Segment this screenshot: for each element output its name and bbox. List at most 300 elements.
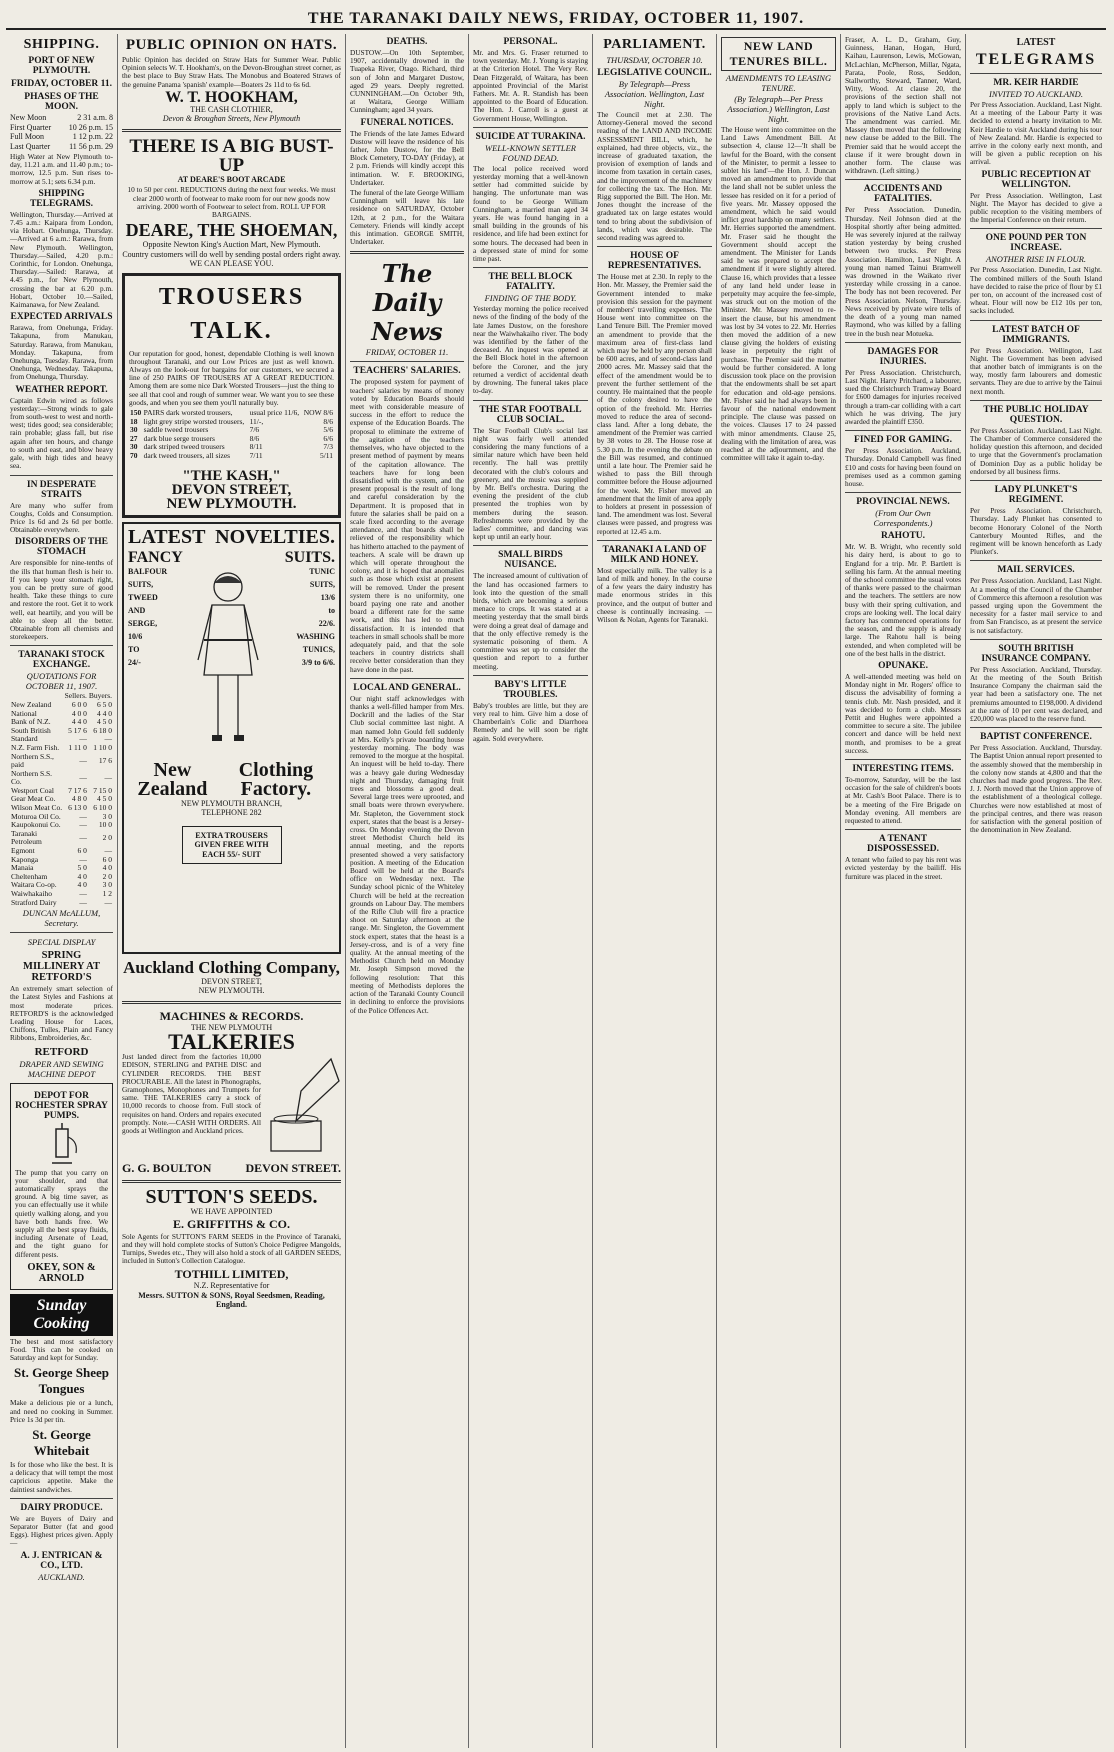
text-cell: — [79, 755, 87, 765]
text-cell: 7 17 6 [68, 785, 87, 795]
tenures-text: The House went into committee on the Land Laws Amendment Bill. At subsection 4, clause 12—'It shall be lawful for the Board, with the consent of the Minister, to permit a lessee to sublet his land'—the Hon. J. Duncan moved an amendment to provide that the land shall not be sublet unless the lessee has resided on it for a period of five years. Mr. Massey opposed the amendment, which he said would inflict great hardship on many settlers. Mr. Herries supported the amendment. Mr. Fraser said he thought the Government should accept the amendment. The Minister for Lands said he was prepared to accept the amendment if it were slightly altered. Clause 16, which provides that a lessee of any land held under lease in perpetuity may acquire the fee-simple, was struck out on the motion of the Minister. Mr. Massey moved to re-insert the clause, but his amendment was lost by 34 votes to 22. Mr. Herries then moved the addition of a new clause giving the holders of existing lease in perpetuity the right of purchase. The Premier said the matter would be further considered. A long discussion took place on the provision that the endowments shall be set apart for education and old-age pensions. Mr. Fisher said he had always been in favour of the national endowment principle. The clause was passed on the voices. Clauses 17 to 24 passed with minor amendments. Clause 25, dealing with the limitation of area, was reached at the adjournment, and the committee will take it again to-day. [721, 125, 836, 463]
text-cell: 4 0 0 [71, 708, 87, 718]
whitebait-heading: St. George Whitebait [32, 1427, 91, 1459]
dairy-name: A. J. ENTRICAN & CO., LTD. [20, 1550, 103, 1571]
text-cell: — [104, 734, 112, 744]
sunday-cooking: Sunday Cooking [10, 1294, 113, 1336]
text-cell: Northern S.S., paid [11, 751, 54, 770]
text-cell: — [79, 820, 87, 830]
text-cell: 7/3 [323, 442, 333, 452]
text-cell: Egmont [11, 846, 35, 856]
text-cell: National [11, 708, 37, 718]
text-cell: — [79, 833, 87, 843]
tothill-name: TOTHILL LIMITED, [174, 1267, 289, 1282]
text-cell: — [79, 889, 87, 898]
george-heading: St. George Sheep Tongues [14, 1365, 109, 1397]
plunket-text: Per Press Association. Christchurch, Thursday. Lady Plunket has consented to become Honorary Colonel of the North Canterbury Mounted Rifles, and the regiment will be known henceforth as Lady Plunket's. [970, 506, 1102, 557]
latest-heading: LATEST [1016, 37, 1056, 48]
kash-name: "THE KASH," [182, 467, 281, 484]
text-cell: dark blue serge trousers [143, 433, 215, 443]
suicide-text: The local police received word yesterday morning that a well-known settler had committed suicide by hanging. The unfortunate man was found to be George William Cunningham, a married man aged 34 years. He was found hanging in a small building in the grounds of his residence, and life had been extinct for some hours. The deceased had been in a depressed state of mind for some time past. [473, 163, 588, 264]
text-cell: 6 10 0 [93, 803, 112, 813]
moon-heading: PHASES OF THE MOON. [24, 92, 99, 112]
mail-text: Per Press Association. Auckland, Last Night. At a meeting of the Council of the Chamber of Commerce this afternoon a resolution was passed urging upon the Government the necessity for a faster mail service to and from San Francisco, as at present the service is not satisfactory. [970, 576, 1102, 635]
text-cell: dark striped tweed trousers [143, 442, 225, 452]
text-cell: 70 [130, 451, 138, 461]
text-cell: Northern S.S. Co. [11, 768, 53, 787]
suits-label: SUITS. [284, 548, 335, 566]
accidents-text: Per Press Association. Dunedin, Thursday. Neil Johnson died at the Hospital shortly after being admitted. He was severely injured at the railway station yesterday by being crushed between two trucks. Per Press Association. Hamilton, Last Night. A young man named Tainui Bramwell was drowned in the Waikato river yesterday while crossing in a canoe. The body has not been recovered. Per Press Association. Nelson, Thursday. News received by private wire tells of the death of a young man named Raymond, who was killed by a falling tree in the bush near Motueka. [845, 205, 961, 338]
text-cell: Wilson Meat Co. [11, 803, 63, 813]
text-cell: 6/6 [323, 433, 333, 443]
dairy-heading: DAIRY PRODUCE. [20, 1502, 103, 1513]
kash-town: NEW PLYMOUTH. [166, 495, 297, 512]
nuisance-heading: SMALL BIRDS NUISANCE. [498, 550, 563, 571]
text-cell: 1 10 0 [93, 742, 112, 752]
table-row [10, 830, 113, 847]
text-cell: 1 2 [102, 889, 112, 898]
text-cell: Stratford Dairy [11, 897, 57, 907]
table-row [129, 452, 334, 461]
text-cell: EXTRA TROUSERS GIVEN FREE WITH EACH 55/- SUIT [194, 830, 269, 859]
tenures-heading: NEW LAND TENURES BILL. [721, 37, 836, 71]
millinery-heading: SPRING MILLINERY AT RETFORD'S [23, 950, 100, 984]
text-cell: Full Moon [10, 132, 45, 141]
text-cell: Bank of N.Z. [11, 717, 51, 727]
sailings-heading: SHIPPING TELEGRAMS. [29, 188, 94, 209]
fancy-label: FANCY [128, 548, 183, 566]
text-cell: light grey stripe worsted trousers, [143, 416, 245, 426]
text-cell: 8/6 [249, 433, 260, 443]
flour-sub: ANOTHER RISE IN FLOUR. [985, 254, 1087, 265]
personal-text: Mr. and Mrs. G. Fraser returned to town yesterday. Mr. J. Young is staying at the Criterion Hotel. The Very Rev. Dean Fitzgerald, of Waitara, has been appointed Provincial of the Marist Fathers. Mr. A. R. Standish has been appointed to the Board of Education. The Hon. J. Carroll is a guest at Government House, Wellington. [473, 48, 588, 123]
text-cell: WASHING [296, 631, 335, 641]
hats-text: Public Opinion has decided on Straw Hats for Summer Wear. Public Opinion selects W. T. Hookham's, on the Devon-Broughan street corner, as the best place to Buy Straw Hats. The Monobus and Boatered Straws of the genuine Panama 'spanish' example—Boaters 2s 11d to 6s 6d. [122, 55, 341, 89]
whitebait-text: Is for those who like the best. It is a delicacy that will tempt the most capricious appetite. Make the daintiest sandwiches. [10, 1460, 113, 1494]
text-cell: — [79, 772, 87, 782]
text-cell: Moturoa Oil Co. [11, 811, 61, 821]
council-text: The Council met at 2.30. The Attorney-General moved the second reading of the LAND AND INCOME ASSESSMENT BILL, which, he explained, had three objects, viz., the increase of graduated taxation, the provision of exemption of lands and income from taxation in certain cases, and the improvement of the machinery for collecting the tax. The Hon. Mr. Rigg supported the Bill. The Hon. Mr. Jones thought the increase of the graduated tax on large estates would tend to bring about the subdivision of lands, which was desirable. The second reading was agreed to. [597, 110, 712, 243]
hats-heading: PUBLIC OPINION ON HATS. [125, 37, 338, 53]
text-cell: Taranaki Petroleum [11, 828, 42, 847]
text-cell: TUNIC [309, 566, 335, 576]
text-cell: 5/6 [323, 425, 333, 435]
text-cell: 10 0 [98, 820, 112, 830]
left-list [128, 565, 178, 755]
millinery-text: An extremely smart selection of the Latest Styles and Fashions at most moderate prices. RETFORD'S is the acknowledged Leading House for Laces, Chiffons, Tulles, Plain and Fancy Ribbons, Embroideries, &c. [10, 984, 113, 1043]
expected-heading: EXPECTED ARRIVALS [10, 312, 113, 323]
text-cell: saddle tweed trousers [143, 425, 209, 435]
text-cell: 5 0 [77, 863, 87, 873]
text-cell: 3 0 [102, 880, 112, 890]
funeral-heading: FUNERAL NOTICES. [360, 117, 454, 128]
text-cell: First Quarter [10, 122, 52, 132]
text-cell: Gear Meat Co. [11, 794, 56, 804]
pump-ad [10, 1083, 113, 1290]
column-parliament [593, 34, 717, 1748]
provincial-sub: (From Our Own Correspondents.) [873, 508, 933, 529]
parliament-date: THURSDAY, OCTOBER 10. [606, 55, 703, 65]
text-cell: to [328, 605, 335, 615]
text-cell: 7/6 [249, 425, 260, 435]
text-cell: Westport Coal [11, 785, 54, 795]
talk-text: Just landed direct from the factories 10,000 EDISON, STERLING and PATHE DISC and CYLINDER RECORDS. THE BEST PROCURABLE. All the latest in Phonographs, Gramophones, Monophones and Trumpets for same. THE TALKERIES carry a stock of 10,000 records to choose from. Full stock of requisites on hand. Orders and repairs executed promptly. Note.—CASH WITH ORDERS. All goods at Wellington and Auckland prices. [122, 1052, 261, 1135]
text-cell: PAIRS dark worsted trousers, [143, 408, 233, 418]
personal-heading: PERSONAL. [503, 37, 558, 47]
text-cell: 6 0 [77, 846, 87, 856]
paper-title: The Daily News [371, 259, 443, 347]
sunday-text: The best and most satisfactory Food. This can be cooked on Saturday and kept for Sunday. [10, 1336, 113, 1363]
strait-heading: IN DESPERATE STRAITS [26, 479, 97, 500]
table-row [10, 770, 113, 787]
text-cell: dark tweed trousers, all sizes [143, 451, 231, 461]
strait-text: Are many who suffer from Coughs, Colds and Consumption. Price 1s 6d and 2s 6d per bottle. Obtainable everywhere. [10, 500, 113, 535]
insurance-heading: SOUTH BRITISH INSURANCE COMPANY. [981, 643, 1091, 664]
text-cell: 8/6 [323, 416, 333, 426]
trousers-table [129, 409, 334, 461]
date-line: FRIDAY, OCTOBER 11. [10, 79, 112, 89]
injuries-heading: DAMAGES FOR INJURIES. [867, 346, 939, 367]
immig-heading: LATEST BATCH OF IMMIGRANTS. [992, 324, 1080, 345]
accidents-heading: ACCIDENTS AND FATALITIES. [863, 184, 943, 205]
text-cell: BALFOUR [128, 566, 168, 576]
retford-sub: DRAPER AND SEWING MACHINE DEPOT [19, 1058, 104, 1079]
text-cell: 24/- [128, 657, 141, 667]
baptist-heading: BAPTIST CONFERENCE. [980, 732, 1092, 743]
text-cell: — [79, 734, 87, 744]
text-cell: 17 6 [98, 755, 112, 765]
trousers-text: Our reputation for good, honest, dependable Clothing is well known throughout Taranaki, and our Low Prices are just as well known. Always on the look-out for bargains for our customers, we secured a line of 250 PAIRS OF TROUSERS AT A GREAT REDUCTION. Among them are some nice Dark Worsted Trousers—just the thing to see all that cool and rough of summer wear. We want you to see these goods, and when you see them you'll naturally buy. [129, 348, 334, 407]
star-text: The Star Football Club's social last night was fairly well attended considering the many functions of a similar nature which have been held recently. The hall was prettily decorated with the club's colours and greenery, and the music was supplied by Mr. Bell's orchestra. During the evening the president of the club presented the trophies won by members during the season. Refreshments were provided by the ladies' committee, and dancing was kept up until an early hour. [473, 425, 588, 542]
text-cell: 6 0 0 [71, 699, 87, 709]
provincial-heading: PROVINCIAL NEWS. [856, 497, 950, 508]
text-cell: 6 5 0 [97, 699, 112, 709]
novelties-ad [122, 522, 341, 954]
local-text: Our night staff acknowledges with thanks a well-filled hamper from Mrs. Dockrill and the ladies of the Star Club social committee last night. A man named John Gould fell suddenly at Mrs. Kelly's private boarding house yesterday morning. The body was removed to the morgue at the hospital. An inquest will be held to-day. There was a heavy gale during Wednesday night and Thursday, damaging fruit trees and blossoms a good deal. Several large trees were uprooted, and small boats were thrown everywhere. Mr. Stapleton, the Government stock expert, states that the beast is a Jersey-cross. On Monday evening the Devon street Methodist Church held its annual meeting, and the reports presented showed a very satisfactory position. A meeting of the Education Board will be held at the Board's office on Wednesday next. The Sunday school picnic of the Whiteley Church will be held at the recreation grounds on Labour Day. The members of the Rifle Club will fire a practice shoot on Saturday afternoon at the range. Mr. Singleton, the Government stock expert, states that the heast is a Jersey-cross, and is of a very fine quality. At the annual meeting of the Methodist Church held on Monday Mr. Joseph Simpson moved the following resolution: That this meeting of Methodists deplores the action of the Taranaki County Council in declining to enforce the provisions of the Police Offences Act. [350, 693, 464, 1015]
port-line: PORT OF NEW PLYMOUTH. [28, 56, 95, 76]
okey-name: OKEY, SON & ARNOLD [27, 1261, 96, 1284]
deaths-text: DUSTOW.—On 10th September, 1907, accidentally drowned in the Tuapeka River, Otago. Richard, third son of John and Margaret Dustow, aged 29 years. Deeply regretted. CUNNINGHAM.—On October 9th, at Waitara, George William Cunningham; aged 34 years. [350, 48, 464, 115]
moon-row [10, 142, 113, 152]
latest-label: LATEST [128, 525, 206, 548]
column-telegrams [966, 34, 1106, 1748]
text-cell: TUNICS, [302, 644, 335, 654]
house-text: The House met at 2.30. In reply to the Hon. Mr. Massey, the Premier said the Government intended to make provision this session for the payment of members' travelling expenses. The House went into committee on the Land Tenure Bill. The Premier moved an amendment to provide that the maximum area of first-class land which may be held by any person shall be 600 acres, and of second-class land 2000 acres. Mr. Massey said that the effect of the amendment would be to prevent the further settlement of the country. He maintained that the people of the colony desired to have the option of the freehold. Mr. Herries moved to reduce the area of second-class land. After a long debate, the amendment of the Premier was carried by 38 votes to 28. The House rose at 5.30 p.m. In the evening the debate on the Bill was resumed, and continued until a late hour. The Premier said he wished to pass the Bill through committee before the House adjourned for the week. Mr. Fisher moved an amendment that the limit of area apply to holders at present in possession of land. The amendment was lost. Several clauses were passed, and progress was reported at 12.45 a.m. [597, 272, 712, 536]
insurance-text: Per Press Association. Auckland, Thursday. At the meeting of the South British Insurance Company the chairman said the year had been a satisfactory one. The net premiums amounted to £198,000. A dividend at the rate of 10 per cent was declared, and £20,000 was placed to the reserve fund. [970, 664, 1102, 723]
text-cell: 6 18 0 [93, 725, 112, 735]
local-heading: LOCAL AND GENERAL. [353, 682, 461, 693]
dairy-town: AUCKLAND. [38, 1571, 85, 1582]
column-deaths-editorial [346, 34, 469, 1748]
auckland-heading: Auckland Clothing Company, [123, 957, 340, 977]
text-cell: 4 4 0 [71, 717, 87, 727]
weather-heading: WEATHER REPORT. [15, 384, 108, 395]
suicide-sub: WELL-KNOWN SETTLER FOUND DEAD. [485, 142, 576, 163]
opunake-text: A well-attended meeting was held on Monday night in Mr. Rogers' office to discuss the advisability of forming a tennis club. Mr. Nash presided, and it was decided to form a club. Messrs Pettit and Hughes were appointed a committee to secure a site. The jubilee concert and dance will be held next month, and promises to be a great success. [845, 671, 961, 755]
auckland-addr1: DEVON STREET, [201, 976, 262, 986]
trouble-heading: BABY'S LITTLE TROUBLES. [494, 679, 567, 700]
immig-text: Per Press Association. Wellington, Last Night. The Government has been advised that another batch of immigrants is on the way, mostly farm labourers and domestic servants. They are due to arrive by the Tainui next month. [970, 345, 1102, 396]
text-cell: 6 13 0 [68, 803, 87, 813]
deare-text: Country customers will do well by sending postal orders right away. WE CAN PLEASE YOU. [122, 249, 341, 269]
text-cell: — [104, 772, 112, 782]
mail-heading: MAIL SERVICES. [997, 565, 1075, 576]
auckland-addr2: NEW PLYMOUTH. [198, 986, 265, 996]
text-cell: Standard [11, 734, 38, 744]
bell-heading: THE BELL BLOCK FATALITY. [488, 272, 573, 293]
boy-figure-icon [178, 565, 278, 755]
text-cell: 11/-, [249, 416, 264, 426]
text-cell: Last Quarter [10, 141, 51, 151]
shipping-heading: SHIPPING. [23, 37, 100, 52]
moon-table [10, 113, 113, 151]
editorial-text: The proposed system for payment of teachers' salaries by means of money voted by Education Boards should meet with considerable measure of success in the effort to reduce the expense of the Education Boards. The proposal to eliminate the extreme of the agitation of the teachers themselves, who have objected to the present method of payment by means of the capitation allowance. The teachers have for long been dissatisfied with the system, and the present proposal is the result of long and careful consideration by the Department. It is proposed that in future the salaries shall be paid on a scale fixed according to the average attendance, and that boards shall be relieved of the responsibility which has hitherto attached to the payment of teachers. A scale will be drawn up which will operate throughout the colony, and it is hoped that anomalies such as those which exist at present will be removed. Under the present system there is no uniformity, one board paying one rate and another board a different rate for the same work, and this has led to much dissatisfaction. It is intended that teachers in small schools shall be more adequately paid, and that the sole teachers in country districts shall receive better consideration than they have done in the past. [350, 377, 464, 674]
text-cell: 8/11 [249, 442, 263, 452]
items-heading: INTERESTING ITEMS. [852, 764, 954, 775]
suicide-heading: SUICIDE AT TURAKINA. [475, 131, 586, 142]
text-cell: 10/6 [128, 631, 143, 641]
trousers-heading: TROUSERS TALK. [158, 283, 305, 344]
table-row [10, 899, 113, 908]
text-cell: 7/11 [249, 451, 263, 461]
house-heading: HOUSE OF REPRESENTATIVES. [607, 251, 702, 272]
gramophone-icon [261, 1051, 341, 1161]
holiday-heading: THE PUBLIC HOLIDAY QUESTION. [983, 404, 1089, 425]
council-heading: LEGISLATIVE COUNCIL. [597, 68, 712, 78]
spray-pump-icon [42, 1123, 82, 1167]
text-cell: 4 5 0 [97, 794, 112, 804]
column-accidents [841, 34, 966, 1748]
text-cell: 4 0 [102, 863, 112, 873]
newspaper-page [6, 4, 1106, 1748]
tenures-sub: AMENDMENTS TO LEASING TENURE. [725, 73, 832, 93]
funeral-text-2: The funeral of the late George William Cunningham will leave his late residence on SATURDAY, October 12th, at 2 p.m., for the Waitara Cemetery. Friends will kindly accept this intimation. GEORGE SMITH, Undertaker. [350, 188, 464, 247]
text-cell: 1 11 0 [68, 742, 87, 752]
text-cell: SUITS, [309, 579, 335, 589]
water-text: High Water at New Plymouth to-day, 11.21 a.m. and 11.40 p.m.; to-morrow, 12.5 p.m. Sun rises to-morrow at 5.1; sets 6.34 p.m. [10, 152, 113, 186]
text-cell: — [104, 846, 112, 856]
text-cell: — [79, 897, 87, 907]
star-heading: THE STAR FOOTBALL CLUB SOCIAL. [479, 404, 582, 425]
holiday-text: Per Press Association. Auckland, Last Night. The Chamber of Commerce considered the holiday question this afternoon, and decided to urge that the Government's proclamation of Dominion Day as a public holiday be endorsed by all business firms. [970, 425, 1102, 476]
text-cell: 3/9 to 6/6. [301, 657, 335, 667]
text-cell: — [79, 854, 87, 864]
column-ads [118, 34, 346, 1748]
pump-heading: DEPOT FOR ROCHESTER SPRAY PUMPS. [15, 1090, 108, 1121]
kash-street: DEVON STREET, [171, 481, 292, 498]
bell-sub: FINDING OF THE BODY. [484, 293, 577, 304]
retford-name: RETFORD [34, 1045, 89, 1058]
text-cell: 2 0 [102, 833, 112, 843]
text-cell: 4 0 [77, 880, 87, 890]
text-cell: 150 [130, 408, 142, 418]
text-cell: 6 0 [102, 854, 112, 864]
text-cell: 18 [130, 416, 138, 426]
tenures-byline: (By Telegraph—Per Press Association.) Wellington, Last Night. [727, 94, 830, 124]
expected-text: Rarawa, from Onehunga, Friday. Takapuna, from Manukau, Saturday. Rarawa, from Manukau, Monday. Takapuna, from Onehunga, Tuesday. Rarawa, from Onehunga, Wednesday. Takapuna, from Onehunga, Thursday. [10, 323, 113, 382]
pump-text: The pump that you carry on your shoulder, and that automatically sprays the ground. A big time saver, as you can effectually use it while quietly walking along, and you have both hands free. We supply all the best spray fluids, including Arsenate of Lead, and the tight guano for different pests. [15, 1167, 108, 1259]
hookham-name: W. T. HOOKHAM, [165, 88, 298, 106]
trouble-text: Baby's troubles are little, but they are very real to him. Give him a dose of Chamberlain's Colic and Diarrhoea Remedy and he will soon be right again. Sold everywhere. [473, 700, 588, 743]
sutton-footer: Messrs. SUTTON & SONS, Royal Seedsmen, Reading, England. [138, 1290, 325, 1310]
tenant-text: A tenant who failed to pay his rent was evicted yesterday by the bailiff. His furniture was placed in the street. [845, 855, 961, 881]
paper-date: FRIDAY, OCTOBER 11. [365, 347, 449, 358]
column-land-tenures [717, 34, 841, 1748]
text-cell: 7 15 0 [93, 785, 112, 795]
deare-addr: Opposite Newton King's Auction Mart, New Plymouth. [142, 240, 321, 250]
gaming-text: Per Press Association. Auckland, Thursday. Donald Campbell was fined £10 and costs for having been found on premises used as a common gaming house. [845, 446, 961, 488]
sutton-sub: WE HAVE APPOINTED [190, 1207, 273, 1217]
bust-heading: THERE IS A BIG BUST-UP [129, 135, 334, 176]
text-cell: New Moon [10, 113, 47, 122]
columns [6, 34, 1106, 1748]
sutton-text: Sole Agents for SUTTON'S FARM SEEDS in the Province of Taranaki, and they will hold complete stocks of Sutton's Choice Pedigree Mangolds, Turnips, Swedes etc., They will also hold a stock of all GARDEN SEEDS, included in Sutton's Collection Catalogue. [122, 1231, 341, 1266]
sailings-text: Wellington, Thursday.—Arrived at 7.45 a.m.: Kaipara from London, via Hobart. Onehunga, Thursday.—Arrived at 6 a.m.: Rarawa, from New Plymouth. Wellington, Thursday.—Sailed, 4.20 p.m.: Corinthic, for London. Onehunga, Thursday.—Sailed: Rarawa, at 4.45 p.m., for New Plymouth, crossing the bar at 6.20 p.m. Hobart, October 10.—Sailed, Kaimanawa, for New Zealand. [10, 209, 113, 310]
text-cell: N.Z. Farm Fish. [11, 742, 60, 752]
injuries-text: Per Press Association. Christchurch, Last Night. Harry Pritchard, a labourer, sued the Christchurch Tramway Board for £600 damages for injuries received through a tram-car colliding with a cart which he was driving. The jury awarded the plaintiff £350. [845, 367, 961, 426]
factory-label: Clothing Factory. [238, 758, 314, 800]
council-sub: By Telegraph—Press Association. Wellington, Last Night. [604, 79, 705, 109]
tothill-sub: N.Z. Representative for [193, 1281, 270, 1291]
exchange-heading: TARANAKI STOCK EXCHANGE. [18, 650, 105, 671]
milk-text: Most especially milk. The valley is a land of milk and honey. In the course of a few years the dairy industry has made enormous strides in this province, and the output of butter and cheese is continually increasing. — Wilson & Nolan, Agents for Taranaki. [597, 565, 712, 624]
parliament-heading: PARLIAMENT. [603, 37, 706, 52]
text-cell: Kaupokonui Co. [11, 820, 61, 830]
editorial-heading: TEACHERS' SALARIES. [353, 366, 461, 377]
deare-name: DEARE, THE SHOEMAN, [125, 220, 338, 241]
masthead [6, 4, 1106, 30]
disorders-text: Are responsible for nine-tenths of the ills that human flesh is heir to. If you keep your stomach right, you can be pretty sure of good health. Take these things to cure and restore the root. Get it to work well, eat heartily, and you will be able to sleep all the better. Obtainable from all chemists and storekeepers. [10, 558, 113, 642]
exchange-table [10, 692, 113, 907]
devon-street: DEVON STREET. [245, 1161, 341, 1176]
text-cell: AND [128, 605, 146, 615]
text-cell: 4 0 [77, 871, 87, 881]
right-list [277, 565, 335, 755]
opunake-heading: OPUNAKE. [878, 660, 928, 671]
text-cell: 13/6 [320, 592, 335, 602]
george-text: Make a delicious pie or a lunch, and need no cooking in Summer. Price 1s 3d per tin. [10, 1398, 113, 1424]
bust-sub: AT DEARE'S BOOT ARCADE [177, 174, 286, 184]
text-cell: SUITS, [128, 579, 154, 589]
exchange-sub: QUOTATIONS FOR OCTOBER 11, 1907. [25, 671, 98, 692]
nuisance-text: The increased amount of cultivation of the land has occasioned farmers to look into the question of the small birds, which are becoming a serious menace to crops. It was stated at a meeting yesterday that the small birds were doing a great deal of damage and that the only effective remedy is the systematic poisoning of them. A committee was set up to consider the question and report to a further meeting. [473, 571, 588, 671]
text-cell: — [104, 897, 112, 907]
millinery-sub: SPECIAL DISPLAY [27, 937, 96, 948]
text-cell: Waitara Co-op. [11, 880, 57, 890]
text-cell: 4 8 0 [71, 794, 87, 804]
hookham-sub: THE CASH CLOTHIER, [190, 104, 273, 114]
dairy-text: We are Buyers of Dairy and Separator Butter (fat and good Eggs). Highest prices given. Apply— [10, 1513, 113, 1548]
phone-label: TELEPHONE 282 [201, 808, 262, 818]
names-text: Fraser, A. L. D., Graham, Guy, Guinness, Hanan, Hogan, Hurd, Kaihau, Laurenson, Lewis, McGowan, McLachlan, McPherson, Millar, Ngata, Parata, Poole, Ross, Seddon, Stallworthy, Steward, Tanner, Ward, Witty, Wood. At clause 20, the provisions of the section shall not apply to land which is subject to the provisions of the Native Land Acts. The amendment was carried. Mr. Massey then moved that the following new clause be added to the Bill. The Premier said that he would accept the clause if it were brought down in another form. The clause was withdrawn. (Left sitting.) [845, 35, 961, 176]
text-cell: 4 5 0 [97, 717, 112, 727]
text-cell: Buyers. [88, 691, 112, 701]
bell-text: Yesterday morning the police received news of the finding of the body of the late James Dustow, on the foreshore near the Waiwhakaiho river. The body was identified by the father of the deceased. An inquest was opened at the Bell Block hotel in the afternoon before the Coroner, and the jury returned a verdict of accidental death by drowning. The funeral takes place to-day. [473, 304, 588, 396]
disorders-heading: DISORDERS OF THE STOMACH [15, 537, 108, 558]
text-cell: SERGE, [128, 618, 158, 628]
plunket-heading: LADY PLUNKET'S REGIMENT. [994, 485, 1078, 506]
telegrams-heading: TELEGRAMS [975, 51, 1097, 68]
moon-row [10, 132, 113, 142]
baptist-text: Per Press Association. Auckland, Thursday. The Baptist Union annual report presented to the assembly showed that the membership in the colony now stands at 4,800 and that the churches had made good progress. The Rev. J. J. North moved that the Union approve of the establishment of a theological college. Churches were now established at most of the principal centres, and there was reason for satisfaction with the general position of the denomination in New Zealand. [970, 743, 1102, 835]
text-cell: 30 [130, 425, 138, 435]
weather-text: Captain Edwin wired as follows yesterday:—Strong winds to gale from south-west to west and north-west; tides good; sea considerable; rain probable; glass fall, but rise again after ten hours, and change to south and east, and blow heavy gale, with high tides and heavy sea. [10, 395, 113, 471]
text-cell: 4 4 0 [97, 708, 112, 718]
flour-heading: ONE POUND PER TON INCREASE. [985, 233, 1087, 254]
text-cell: 5 17 6 [68, 725, 87, 735]
text-cell: 27 [130, 433, 138, 443]
boulton-name: G. G. BOULTON [122, 1161, 212, 1176]
text-cell: Kaponga [11, 854, 39, 864]
welcome-text: Per Press Association. Wellington, Last Night. The Mayor has decided to give a public reception to the visiting members of the Imperial Conference on their return. [970, 190, 1102, 225]
trousers-ad [122, 273, 341, 518]
moon-row [10, 113, 113, 123]
deaths-heading: DEATHS. [386, 37, 428, 47]
text-cell: 2 31 a.m. 8 [77, 113, 113, 122]
text-cell: 10 26 p.m. 15 [68, 122, 113, 132]
text-cell: usual price 11/6, [249, 408, 300, 418]
text-cell: New Zealand [11, 699, 52, 709]
talkeries-title: TALKERIES [168, 1029, 295, 1055]
milk-heading: TARANAKI A LAND OF MILK AND HONEY. [602, 544, 707, 565]
rahotu-text: Mr. W. B. Wright, who recently sold his dairy herd, is about to go to England for a trip. Mr. P. Bartlett is selling his farm. At the annual meeting of the school committee the usual votes of thanks were passed to the chairman and the teachers. The settlers are now busy with their spring cultivation, and crops are looking well. The local dairy factory has commenced operations for the season, and the supply is already large. The Rahotu hall is being extended, and when completed will be one of the best halls in the district. [845, 542, 961, 658]
moon-row [10, 123, 113, 133]
gaming-heading: FINED FOR GAMING. [854, 435, 952, 446]
tenant-heading: A TENANT DISPOSSESSED. [866, 834, 940, 855]
text-cell: 11 56 p.m. 29 [69, 141, 113, 151]
keir-heading: MR. KEIR HARDIE [993, 78, 1079, 88]
sutton-heading: SUTTON'S SEEDS. [145, 1186, 318, 1209]
flour-text: Per Press Association. Dunedin, Last Night. The combined millers of the South Island have decided to raise the price of flour by £1 per ton, on account of the increased cost of wheat. Flour will now be £12 10s per ton, sacks included. [970, 265, 1102, 316]
text-cell: 1 12 p.m. 22 [72, 132, 113, 141]
text-cell: TWEED [128, 592, 158, 602]
text-cell: — [79, 811, 87, 821]
hookham-addr: Devon & Broughan Streets, New Plymouth [162, 114, 301, 124]
table-row [10, 753, 113, 770]
column-personal [469, 34, 593, 1748]
column-shipping [6, 34, 118, 1748]
text-cell: 2 0 [102, 871, 112, 881]
welcome-heading: PUBLIC RECEPTION AT WELLINGTON. [981, 169, 1091, 190]
bust-text: 10 to 50 per cent. REDUCTIONS during the next four weeks. We must clear 2000 worth of footwear to make room for our new goods now arriving. 2000 worth of Footwear to select from. ROLL UP FOR BARGAINS. [127, 185, 336, 219]
text-cell: Cheltenham [11, 871, 48, 881]
text-cell: 22/6. [318, 618, 335, 628]
keir-text: Per Press Association. Auckland, Last Night. At a meeting of the Labour Party it was decided to extend a hearty invitation to Mr. Keir Hardie to visit Auckland during his tour of New Zealand. Mr. Hardie is expected to arrive in the colony early next month, and will be given a public reception on his arrival. [970, 100, 1102, 167]
extra-box [182, 826, 282, 865]
keir-sub: INVITED TO AUCKLAND. [989, 89, 1083, 99]
text-cell: Manaia [11, 863, 34, 873]
exchange-sign: DUNCAN McALLUM, Secretary. [22, 908, 101, 929]
text-cell: TO [128, 644, 140, 654]
branch-label: NEW PLYMOUTH BRANCH, [180, 798, 283, 808]
text-cell: 5/11 [319, 451, 333, 461]
items-text: To-morrow, Saturday, will be the last occasion for the sale of children's boots at Mr. Cash's Boot Palace. There is to be a meeting of the Fire Brigade on Monday evening. All members are requested to attend. [845, 775, 961, 826]
text-cell: South British [11, 725, 51, 735]
text-cell: Waiwhakaiho [11, 889, 53, 898]
rahotu-heading: RAHOTU. [880, 531, 926, 542]
machines-heading: MACHINES & RECORDS. [159, 1008, 304, 1023]
text-cell: 3 0 [102, 811, 112, 821]
novelties-label: NOVELTIES. [215, 525, 335, 548]
masthead-title: THE TARANAKI DAILY NEWS, FRIDAY, OCTOBER 11, 1907. [307, 10, 805, 27]
text-cell: NOW 8/6 [303, 408, 333, 418]
funeral-text: The Friends of the late James Edward Dustow will leave the residence of his father, John Dustow, for the Bell Block Cemetery, TO-DAY (Friday), at 2 p.m. Friends will kindly accept this intimation. W. F. BROOKING, Undertaker. [350, 128, 464, 187]
machines-sub: THE NEW PLYMOUTH [190, 1022, 273, 1032]
text-cell: 30 [130, 442, 138, 452]
nz-label: New Zealand [137, 758, 208, 800]
sutton-agent: E. GRIFFITHS & CO. [172, 1216, 290, 1231]
text-cell: Sellers. [64, 691, 87, 701]
